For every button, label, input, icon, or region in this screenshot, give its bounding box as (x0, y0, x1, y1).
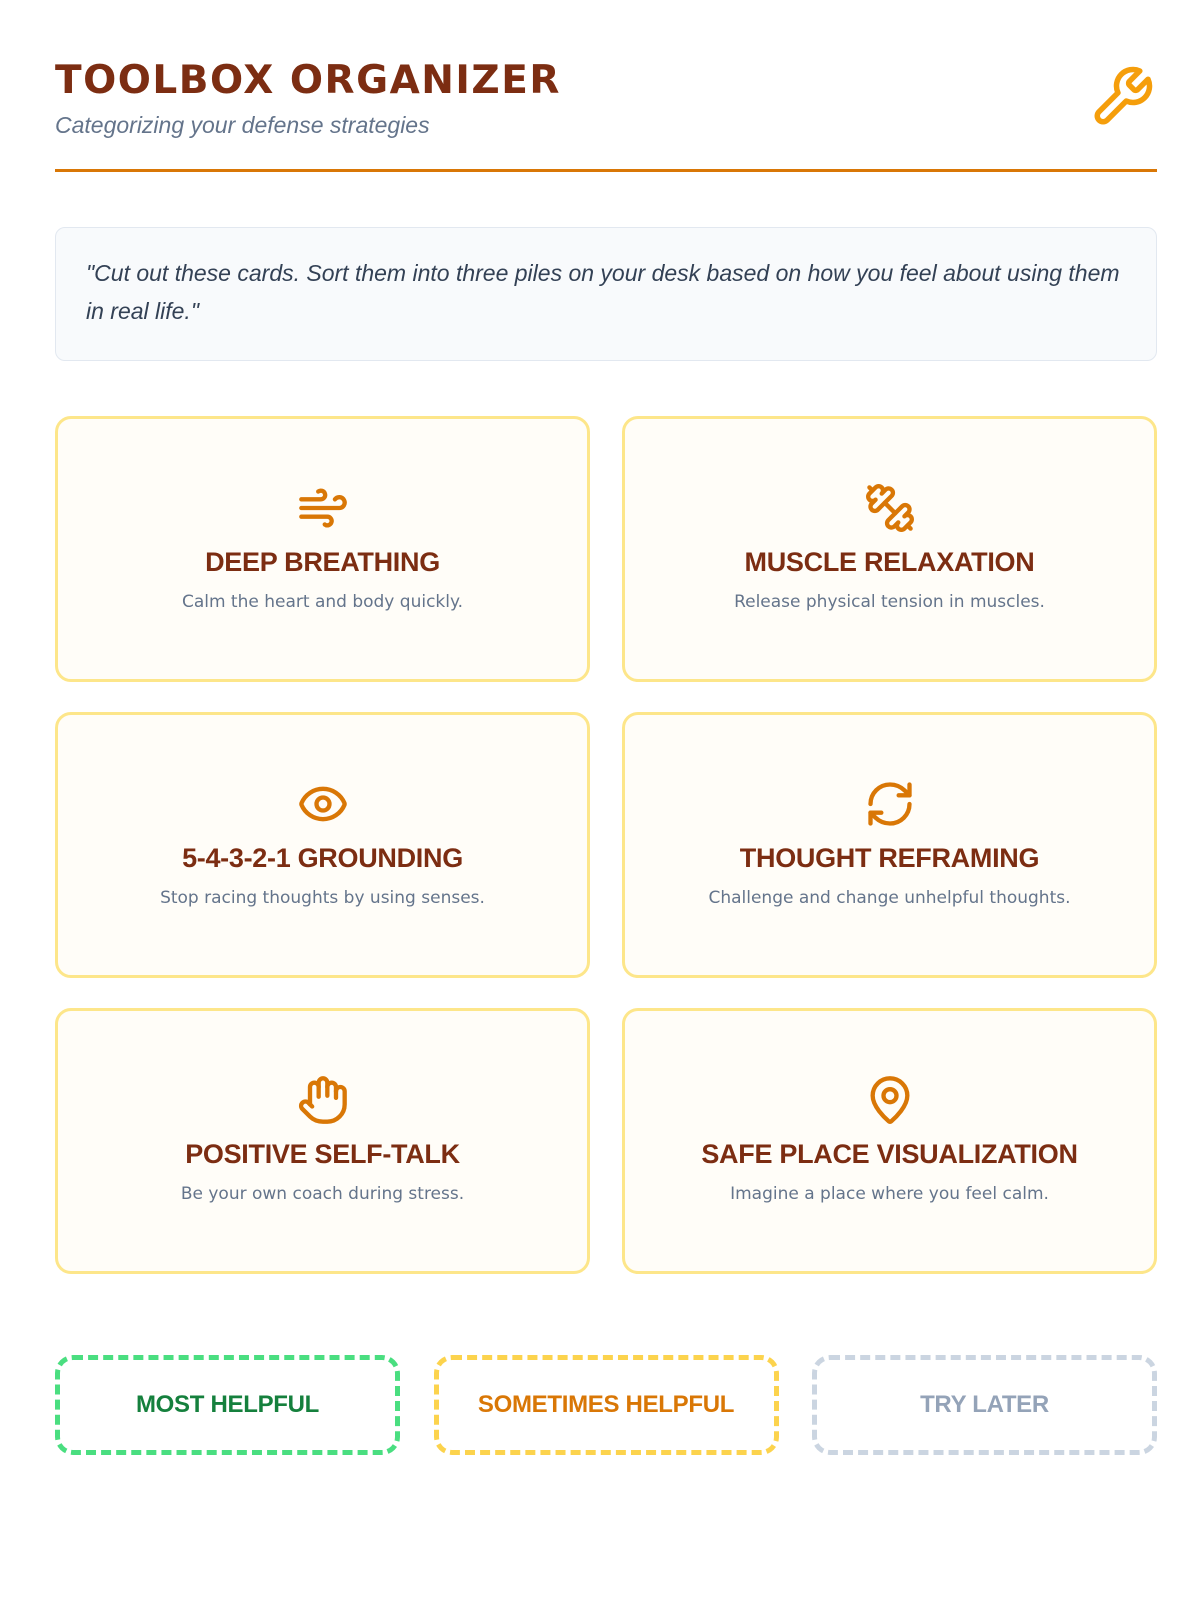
header (55, 0, 1157, 172)
strategy-card-thought-reframing[interactable] (622, 712, 1157, 978)
refresh-icon (863, 777, 917, 831)
page-subtitle: Categorizing your defense strategies (55, 112, 430, 138)
card-title: THOUGHT REFRAMING (739, 843, 1040, 873)
wrench-icon (1089, 64, 1155, 130)
page-title: TOOLBOX ORGANIZER (55, 58, 561, 103)
card-title: MUSCLE RELAXATION (744, 547, 1035, 577)
card-description: Calm the heart and body quickly. (181, 592, 464, 612)
dumbbell-icon (863, 481, 917, 535)
pile-most-helpful[interactable]: MOST HELPFUL (55, 1355, 400, 1455)
strategy-cards-grid (55, 416, 1157, 1274)
card-title: DEEP BREATHING (205, 547, 440, 577)
card-description: Stop racing thoughts by using senses. (160, 888, 485, 908)
strategy-card-safe-place[interactable] (622, 1008, 1157, 1274)
strategy-card-deep-breathing[interactable] (55, 416, 590, 682)
card-description: Release physical tension in muscles. (734, 592, 1045, 612)
map-pin-icon (863, 1073, 917, 1127)
card-title: POSITIVE SELF-TALK (185, 1139, 460, 1169)
card-title: 5-4-3-2-1 GROUNDING (182, 843, 463, 873)
strategy-card-grounding[interactable] (55, 712, 590, 978)
strategy-card-positive-self-talk[interactable] (55, 1008, 590, 1274)
sorting-piles (55, 1355, 1157, 1455)
toolbox-organizer-page (55, 0, 1157, 1418)
eye-icon (296, 777, 350, 831)
wind-icon (296, 481, 350, 535)
pile-sometimes-helpful[interactable]: SOMETIMES HELPFUL (434, 1355, 779, 1455)
instructions-box: "Cut out these cards. Sort them into three piles on your desk based on how you feel about using them in real life." (55, 227, 1157, 361)
card-title: SAFE PLACE VISUALIZATION (701, 1139, 1078, 1169)
card-description: Imagine a place where you feel calm. (730, 1184, 1049, 1204)
pile-try-later[interactable]: TRY LATER (812, 1355, 1157, 1455)
strategy-card-muscle-relaxation[interactable] (622, 416, 1157, 682)
card-description: Be your own coach during stress. (180, 1184, 465, 1204)
card-description: Challenge and change unhelpful thoughts. (708, 888, 1071, 908)
hand-icon (296, 1073, 350, 1127)
